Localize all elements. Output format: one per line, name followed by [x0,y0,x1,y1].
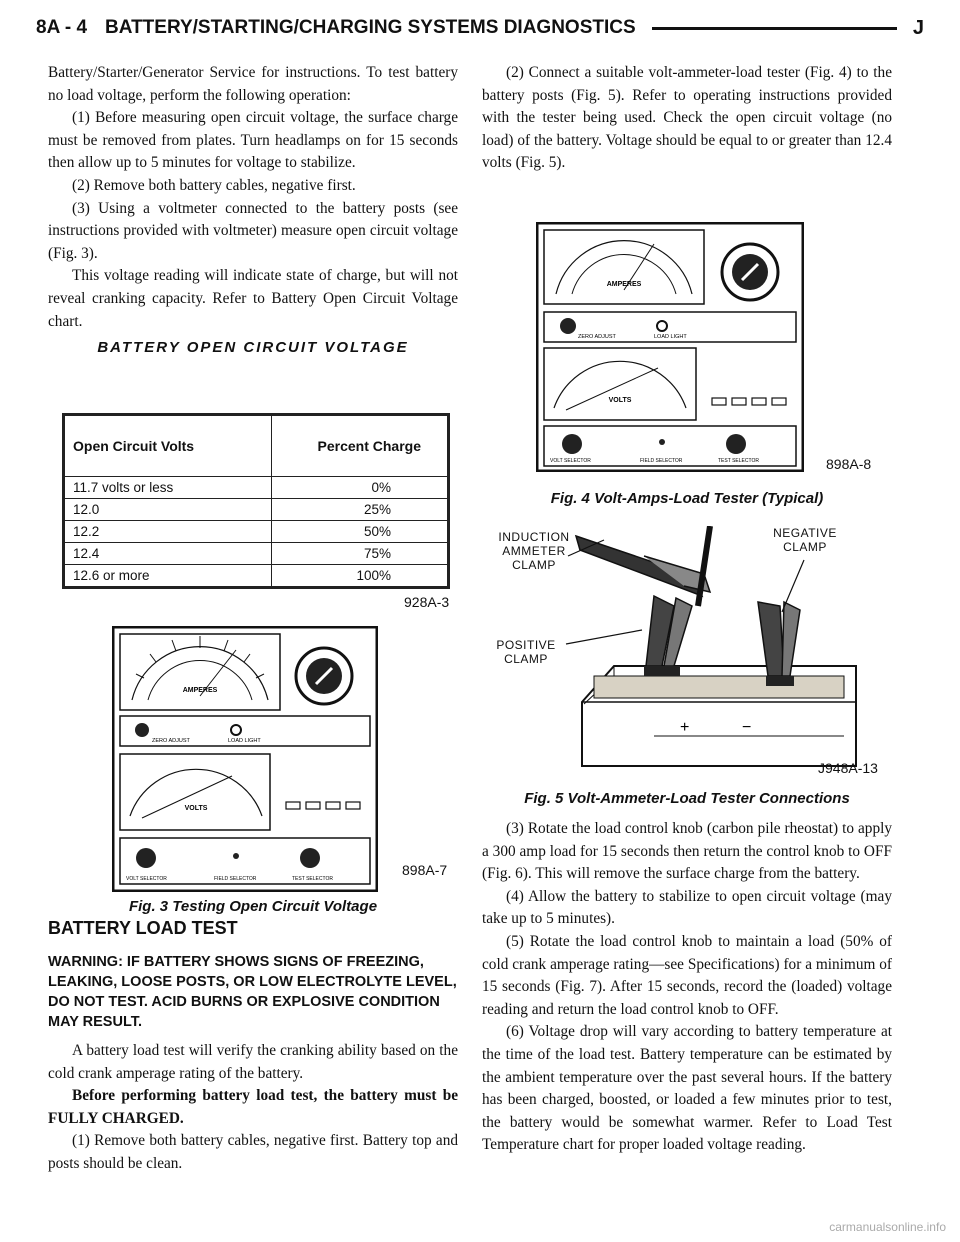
zero-adjust-label: ZERO ADJUST [152,738,190,744]
load-light-label: LOAD LIGHT [654,334,687,340]
volt-selector-label: VOLT SELECTOR [126,876,167,882]
paragraph: (2) Remove both battery cables, negative first. [72,176,356,194]
paragraph: Battery/Starter/Generator Service for instructions. To test battery no load voltage, perform the following operation: [48,64,458,104]
amperes-label: AMPERES [606,281,642,288]
header-rule [652,27,897,30]
table-row [65,477,448,499]
load-test-text [48,1040,458,1176]
right-column-bottom [482,818,892,1157]
table-cell: 75% [271,543,447,565]
table-header: Open Circuit Volts [65,416,272,477]
paragraph: This voltage reading will indicate state of charge, but will not reveal cranking capacity. Refer to Battery Open Circuit Voltage chart. [48,267,458,330]
paragraph: (6) Voltage drop will vary according to battery temperature at the time of the load test. Battery temperature can be estimated by the ambient temperature over the past several hours. If the battery has been charged, boosted, or loaded a few minutes prior to test, the battery would be somewhat warmer. Refer to Load Test Temperature chart for proper loaded voltage reading. [482,1023,892,1154]
table-cell: 12.4 [65,543,272,565]
open-circuit-voltage-table [62,413,450,589]
table-cell: 11.7 volts or less [65,477,272,499]
table-row [65,521,448,543]
page-header [36,8,924,48]
paragraph: (3) Using a voltmeter connected to the battery posts (see instructions provided with voltmeter) measure open circuit voltage (Fig. 3). [48,199,458,262]
figure-caption: Fig. 3 Testing Open Circuit Voltage [128,898,378,915]
paragraph: (5) Rotate the load control knob to maintain a load (50% of cold crank amperage rating—see Specifications) for a minimum of 15 seconds (Fig. 7). After 15 seconds, record the (loaded) voltage reading and return the load control knob to OFF. [482,932,892,1018]
figure-id: J948A-13 [818,760,878,776]
left-column [48,62,458,360]
watermark: carmanualsonline.info [829,1220,946,1234]
figure-id: 898A-8 [826,456,872,472]
negative-clamp-label: NEGATIVE CLAMP [773,526,837,554]
zero-adjust-label: ZERO ADJUST [578,334,616,340]
minus-sign: − [742,719,752,736]
volts-label: VOLTS [184,805,208,812]
test-selector-label: TEST SELECTOR [292,876,333,882]
table-cell: 12.6 or more [65,565,272,587]
figure-id: 898A-7 [402,862,448,878]
figure-caption: Fig. 5 Volt-Ammeter-Load Tester Connections [524,790,850,807]
field-selector-label: FIELD SELECTOR [214,876,257,882]
induction-clamp-label: INDUCTION AMMETER CLAMP [498,530,570,572]
positive-clamp-label: POSITIVE CLAMP [496,638,556,666]
volt-amp-tester-illustration [112,626,378,892]
paragraph: (2) Connect a suitable volt-ammeter-load tester (Fig. 4) to the battery posts (Fig. 5). Refer to operating instructions provided with the tester being used. Check the open circuit voltage (no load) of the battery. Voltage should be equal to or greater than 12.4 volts (Fig. 5). [482,64,892,172]
table-cell: 50% [271,521,447,543]
table-cell: 0% [271,477,447,499]
paragraph-bold: Before performing battery load test, the battery must be FULLY CHARGED. [48,1087,458,1127]
table-row [65,565,448,587]
page-title: BATTERY/STARTING/CHARGING SYSTEMS DIAGNOSTICS [105,17,636,38]
amperes-label: AMPERES [182,687,218,694]
paragraph: (1) Before measuring open circuit voltage, the surface charge must be removed from plates. Turn headlamps on for 15 seconds then allow up to 5 minutes for voltage to stabilize. [48,109,458,172]
test-selector-label: TEST SELECTOR [718,458,759,464]
load-light-label: LOAD LIGHT [228,738,261,744]
paragraph: (3) Rotate the load control knob (carbon pile rheostat) to apply a 300 amp load for 15 seconds then return the control knob to OFF (Fig. 6). This will remove the surface charge from the battery. [482,820,892,883]
page-number: 8A - 4 [36,17,88,38]
table-row [65,499,448,521]
table-cell: 12.0 [65,499,272,521]
paragraph: (4) Allow the battery to stabilize to open circuit voltage (may take up to 5 minutes). [482,887,892,928]
field-selector-label: FIELD SELECTOR [640,458,683,464]
figure-caption: Fig. 4 Volt-Amps-Load Tester (Typical) [550,490,824,507]
warning-text: WARNING: IF BATTERY SHOWS SIGNS OF FREEZING, LEAKING, LOOSE POSTS, OR LOW ELECTROLYTE LEVEL, DO NOT TEST. ACID BURNS OR EXPLOSIVE CONDITION MAY RESULT. [48,954,457,1030]
section-heading: BATTERY LOAD TEST [48,918,238,938]
paragraph: A battery load test will verify the cranking ability based on the cold crank amperage rating of the battery. [48,1042,458,1082]
table-row [65,543,448,565]
plus-sign: + [680,719,690,736]
table-cell: 25% [271,499,447,521]
section-letter: J [912,16,924,39]
table-header: Percent Charge [271,416,447,477]
right-column-top [482,62,892,175]
table-title: BATTERY OPEN CIRCUIT VOLTAGE [97,339,409,357]
figure-id: 928A-3 [404,594,450,610]
paragraph: (1) Remove both battery cables, negative first. Battery top and posts should be clean. [48,1132,458,1172]
table-cell: 12.2 [65,521,272,543]
volt-selector-label: VOLT SELECTOR [550,458,591,464]
table-cell: 100% [271,565,447,587]
volt-amps-load-tester-illustration [536,222,804,472]
volts-label: VOLTS [608,397,632,404]
